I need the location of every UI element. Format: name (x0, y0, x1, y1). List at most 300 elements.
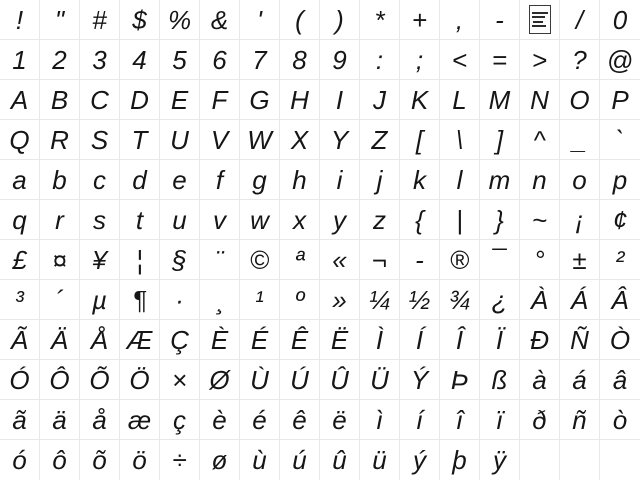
glyph-cell (200, 160, 240, 200)
glyph-cell (0, 280, 40, 320)
glyph-cell (160, 80, 200, 120)
glyph-cell (480, 400, 520, 440)
glyph: > (531, 44, 548, 75)
glyph: * (374, 4, 385, 35)
glyph: c (93, 164, 106, 195)
glyph-cell (320, 40, 360, 80)
glyph: Y (330, 124, 349, 155)
glyph-cell (600, 320, 640, 360)
glyph: m (488, 164, 511, 195)
glyph-cell (320, 0, 360, 40)
glyph-cell (240, 200, 280, 240)
glyph-cell (120, 240, 160, 280)
glyph: 2 (52, 44, 67, 75)
glyph: Q (9, 124, 30, 155)
glyph-cell (560, 320, 600, 360)
glyph-cell (80, 0, 120, 40)
glyph: 3 (92, 44, 107, 75)
glyph-cell (0, 40, 40, 80)
glyph: ´ (55, 284, 64, 315)
glyph-row (0, 0, 640, 40)
glyph: Å (90, 324, 109, 355)
glyph: A (10, 84, 29, 115)
glyph-cell (200, 320, 240, 360)
glyph-cell (600, 400, 640, 440)
glyph: V (210, 124, 229, 155)
glyph: ý (413, 445, 426, 475)
glyph: Z (371, 124, 388, 155)
glyph-cell (160, 160, 200, 200)
glyph: G (249, 84, 270, 115)
glyph: Ð (530, 324, 549, 355)
glyph: ô (52, 445, 67, 475)
glyph-cell (320, 240, 360, 280)
glyph: P (611, 84, 629, 115)
glyph: < (451, 44, 468, 75)
glyph: Ç (170, 324, 189, 355)
glyph: £ (12, 244, 27, 275)
glyph: å (92, 404, 107, 435)
glyph: ¿ (491, 284, 508, 315)
glyph-cell (40, 320, 80, 360)
glyph: ó (12, 445, 27, 475)
glyph-cell (440, 240, 480, 280)
glyph-cell (480, 320, 520, 360)
glyph-cell (320, 280, 360, 320)
glyph: Û (330, 364, 349, 395)
glyph-cell (480, 360, 520, 400)
glyph-cell (600, 120, 640, 160)
glyph-cell (440, 200, 480, 240)
glyph-cell (560, 400, 600, 440)
glyph-cell (360, 400, 400, 440)
glyph-cell (480, 80, 520, 120)
glyph: d (132, 164, 147, 195)
glyph-cell (40, 120, 80, 160)
glyph: ¹ (255, 284, 264, 315)
glyph: î (455, 404, 464, 435)
glyph-cell (280, 280, 320, 320)
glyph: ¾ (448, 284, 471, 315)
glyph: v (213, 204, 226, 235)
glyph-cell (160, 0, 200, 40)
glyph: a (12, 164, 27, 195)
glyph: ã (12, 404, 27, 435)
glyph: Î (455, 324, 464, 355)
glyph-cell (40, 80, 80, 120)
glyph-cell (560, 80, 600, 120)
glyph: ± (572, 244, 587, 275)
glyph-cell (40, 40, 80, 80)
glyph: K (410, 84, 429, 115)
glyph-cell (520, 400, 560, 440)
glyph-cell (280, 400, 320, 440)
glyph-cell (240, 320, 280, 360)
glyph: © (249, 244, 270, 275)
glyph-cell (120, 400, 160, 440)
glyph-cell (80, 360, 120, 400)
glyph: i (336, 164, 343, 195)
glyph: ^ (533, 124, 546, 155)
glyph: k (413, 164, 426, 195)
glyph: ¢ (612, 204, 628, 235)
glyph: ) (335, 4, 344, 35)
glyph: þ (452, 445, 467, 475)
glyph-cell (280, 200, 320, 240)
glyph: S (90, 124, 109, 155)
glyph: j (376, 164, 383, 195)
glyph-cell (40, 360, 80, 400)
glyph-cell (560, 200, 600, 240)
glyph: Ú (290, 364, 309, 395)
glyph-cell (400, 400, 440, 440)
glyph: 4 (132, 44, 147, 75)
glyph-cell (560, 280, 600, 320)
glyph-cell (520, 80, 560, 120)
glyph: % (167, 4, 192, 35)
glyph: N (530, 84, 549, 115)
glyph-cell (280, 160, 320, 200)
glyph: E (170, 84, 189, 115)
glyph: × (171, 364, 188, 395)
glyph-cell (560, 160, 600, 200)
glyph: 6 (212, 44, 227, 75)
glyph-cell (440, 440, 480, 480)
glyph-cell (200, 360, 240, 400)
glyph-cell (600, 240, 640, 280)
glyph: É (250, 324, 269, 355)
glyph-cell (200, 0, 240, 40)
glyph-cell (600, 160, 640, 200)
glyph-cell (520, 440, 560, 480)
glyph-cell (0, 160, 40, 200)
glyph: x (293, 204, 306, 235)
glyph-cell (440, 400, 480, 440)
glyph: y (333, 204, 346, 235)
glyph-cell (360, 0, 400, 40)
glyph: Ì (375, 324, 384, 355)
glyph: J (373, 84, 386, 115)
missing-glyph-box (529, 5, 551, 34)
glyph: õ (92, 445, 107, 475)
glyph: ² (615, 244, 625, 275)
glyph-cell (360, 40, 400, 80)
glyph-cell (280, 0, 320, 40)
glyph-row (0, 200, 640, 240)
glyph: û (332, 445, 347, 475)
glyph-cell (80, 440, 120, 480)
glyph-cell (320, 120, 360, 160)
glyph-cell (200, 80, 240, 120)
glyph: ' (257, 4, 262, 35)
glyph-cell (520, 360, 560, 400)
glyph-cell (400, 160, 440, 200)
glyph: h (292, 164, 307, 195)
glyph: w (250, 204, 269, 235)
glyph-cell (40, 440, 80, 480)
glyph: e (172, 164, 187, 195)
glyph: í (415, 404, 424, 435)
glyph: ù (252, 445, 267, 475)
glyph: ¯ (492, 244, 507, 275)
glyph: é (252, 404, 267, 435)
glyph-cell (440, 360, 480, 400)
glyph-cell (560, 360, 600, 400)
glyph: ` (615, 124, 625, 155)
glyph-cell (0, 120, 40, 160)
glyph-cell (560, 240, 600, 280)
glyph-cell (360, 360, 400, 400)
glyph-cell (200, 280, 240, 320)
glyph: M (488, 84, 511, 115)
glyph: Ñ (570, 324, 589, 355)
glyph: - (415, 244, 424, 275)
glyph: À (530, 284, 549, 315)
glyph: u (172, 204, 187, 235)
glyph-cell (480, 280, 520, 320)
glyph: Ã (10, 324, 29, 355)
glyph-cell (320, 160, 360, 200)
glyph-cell (280, 360, 320, 400)
glyph: ! (15, 4, 24, 35)
glyph: ¤ (52, 244, 67, 275)
glyph-row (0, 80, 640, 120)
glyph: á (572, 364, 587, 395)
glyph-row (0, 280, 640, 320)
glyph-row (0, 120, 640, 160)
glyph-cell (320, 80, 360, 120)
glyph: Ó (9, 364, 30, 395)
glyph: [ (415, 124, 424, 155)
glyph-cell (320, 200, 360, 240)
glyph: ¸ (215, 284, 224, 315)
glyph-cell (480, 240, 520, 280)
glyph: º (294, 284, 305, 315)
glyph: X (290, 124, 309, 155)
glyph-cell (80, 320, 120, 360)
glyph: g (252, 164, 267, 195)
glyph: ë (332, 404, 347, 435)
glyph: R (50, 124, 69, 155)
glyph-cell (0, 200, 40, 240)
glyph: Ù (250, 364, 269, 395)
glyph-cell (400, 80, 440, 120)
glyph-row (0, 320, 640, 360)
glyph-cell (520, 0, 560, 40)
glyph-cell (80, 120, 120, 160)
glyph-cell (160, 320, 200, 360)
glyph: Þ (450, 364, 469, 395)
glyph: z (373, 204, 386, 235)
missing-glyph-scribble-line (532, 12, 548, 14)
glyph: ° (534, 244, 545, 275)
glyph-cell (120, 40, 160, 80)
glyph-cell (440, 40, 480, 80)
glyph-cell (200, 200, 240, 240)
glyph-cell (600, 440, 640, 480)
glyph-cell (440, 0, 480, 40)
glyph-cell (360, 280, 400, 320)
glyph-cell (200, 240, 240, 280)
glyph-cell (0, 440, 40, 480)
glyph-cell (120, 280, 160, 320)
glyph-cell (360, 320, 400, 360)
glyph-cell (480, 120, 520, 160)
glyph: Ë (330, 324, 349, 355)
glyph-cell (440, 320, 480, 360)
glyph-row (0, 40, 640, 80)
glyph-cell (240, 400, 280, 440)
glyph-cell (520, 160, 560, 200)
glyph-cell (120, 0, 160, 40)
glyph: â (612, 364, 628, 395)
glyph-cell (360, 440, 400, 480)
glyph-cell (240, 160, 280, 200)
glyph: # (92, 4, 107, 35)
glyph-row (0, 400, 640, 440)
glyph-cell (200, 40, 240, 80)
glyph-cell (280, 40, 320, 80)
glyph: r (55, 204, 64, 235)
glyph-cell (240, 440, 280, 480)
glyph-cell (320, 400, 360, 440)
glyph-cell (200, 400, 240, 440)
glyph: ñ (572, 404, 587, 435)
glyph: H (290, 84, 309, 115)
glyph-cell (320, 360, 360, 400)
glyph-cell (280, 80, 320, 120)
glyph: ? (572, 44, 587, 75)
glyph: B (50, 84, 69, 115)
missing-glyph-scribble-line (532, 16, 546, 18)
glyph-cell (600, 200, 640, 240)
glyph: ¥ (92, 244, 107, 275)
glyph-cell (0, 80, 40, 120)
glyph-cell (400, 360, 440, 400)
glyph-cell (320, 320, 360, 360)
glyph-cell (160, 40, 200, 80)
glyph: W (247, 124, 272, 155)
glyph-cell (120, 320, 160, 360)
glyph-cell (80, 280, 120, 320)
glyph: ; (415, 44, 424, 75)
glyph: ì (375, 404, 384, 435)
glyph-cell (0, 400, 40, 440)
glyph-cell (280, 240, 320, 280)
glyph-cell (560, 440, 600, 480)
glyph-cell (160, 280, 200, 320)
glyph: Ø (209, 364, 230, 395)
glyph-cell (520, 40, 560, 80)
glyph: " (54, 4, 65, 35)
glyph-cell (400, 40, 440, 80)
glyph: · (175, 284, 184, 315)
glyph-cell (0, 360, 40, 400)
glyph: T (131, 124, 148, 155)
glyph-cell (360, 240, 400, 280)
glyph-cell (320, 440, 360, 480)
glyph: » (332, 284, 347, 315)
glyph-cell (360, 160, 400, 200)
glyph: ¨ (215, 244, 224, 275)
glyph: ÿ (493, 445, 506, 475)
glyph: Ê (290, 324, 309, 355)
glyph-cell (40, 0, 80, 40)
glyph-cell (520, 120, 560, 160)
glyph: Æ (126, 324, 153, 355)
glyph: L (452, 84, 467, 115)
glyph-cell (440, 280, 480, 320)
glyph-cell (80, 200, 120, 240)
glyph: I (335, 84, 344, 115)
glyph: , (455, 4, 464, 35)
glyph-cell (240, 80, 280, 120)
glyph: t (135, 204, 144, 235)
glyph-cell (280, 320, 320, 360)
glyph: ¦ (136, 244, 143, 275)
glyph: 8 (292, 44, 307, 75)
glyph-row (0, 160, 640, 200)
glyph: Ü (370, 364, 389, 395)
glyph-cell (160, 400, 200, 440)
glyph: ö (132, 445, 147, 475)
glyph: ® (449, 244, 470, 275)
glyph: ð (532, 404, 547, 435)
glyph-cell (120, 440, 160, 480)
glyph: s (93, 204, 106, 235)
glyph: Ý (410, 364, 429, 395)
glyph-row (0, 360, 640, 400)
glyph: Í (415, 324, 424, 355)
glyph-cell (400, 320, 440, 360)
glyph: 7 (252, 44, 267, 75)
glyph: D (130, 84, 149, 115)
glyph: ¡ (575, 204, 584, 235)
glyph: ú (292, 445, 307, 475)
glyph-row (0, 440, 640, 480)
glyph: $ (132, 4, 147, 35)
glyph: è (212, 404, 227, 435)
glyph-cell (240, 40, 280, 80)
glyph-cell (160, 200, 200, 240)
glyph: @ (606, 44, 634, 75)
glyph: Á (570, 284, 589, 315)
glyph: F (211, 84, 228, 115)
glyph-cell (440, 80, 480, 120)
glyph-cell (200, 440, 240, 480)
missing-glyph-scribble-line (533, 21, 542, 23)
glyph: U (170, 124, 189, 155)
glyph: Ô (49, 364, 70, 395)
glyph: 1 (12, 44, 27, 75)
glyph: È (210, 324, 229, 355)
glyph: ø (211, 445, 228, 475)
glyph-cell (280, 440, 320, 480)
glyph: ª (294, 244, 305, 275)
glyph: + (411, 4, 428, 35)
glyph: ê (292, 404, 307, 435)
glyph: ÷ (172, 445, 187, 475)
glyph: ( (295, 4, 304, 35)
glyph-cell (600, 80, 640, 120)
glyph: = (491, 44, 508, 75)
glyph: ³ (15, 284, 24, 315)
glyph: 0 (612, 4, 628, 35)
glyph-cell (480, 440, 520, 480)
glyph: O (569, 84, 590, 115)
glyph-cell (160, 120, 200, 160)
glyph: { (415, 204, 424, 235)
